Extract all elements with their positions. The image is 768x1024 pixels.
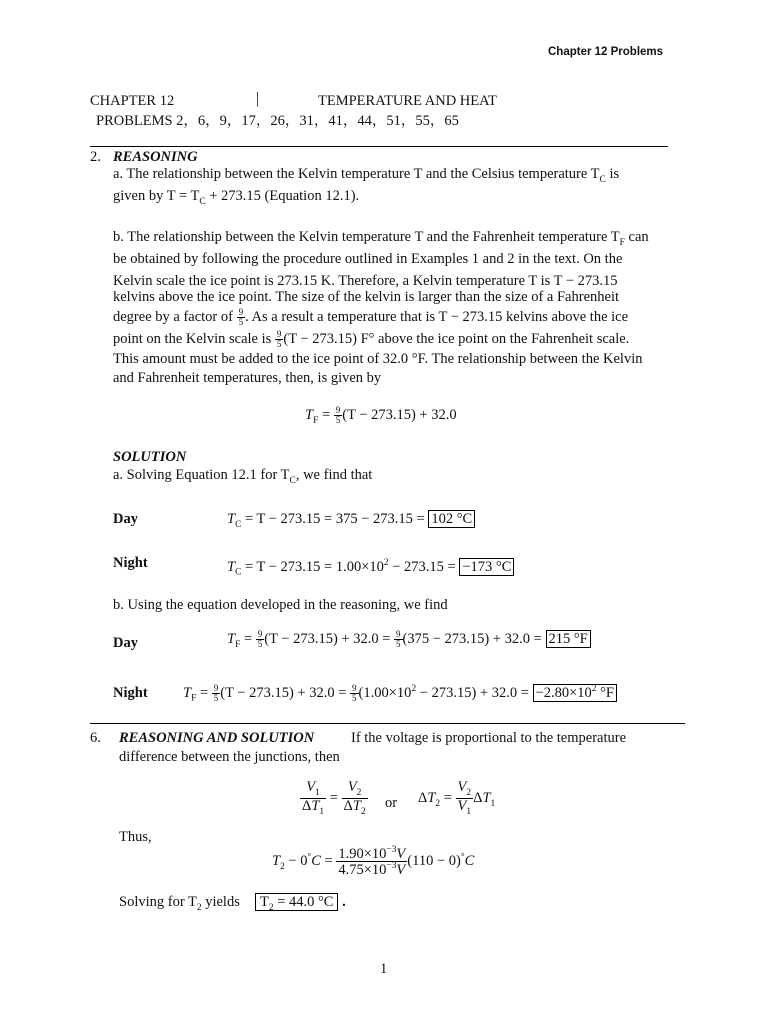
part-b-line3: Kelvin scale the ice point is 273.15 K. Therefore, a Kelvin temperature T is T − 273.15 [113,273,618,289]
part-b-line5: degree by a factor of $\frac{9}{5}$ . As a result a temperature that is T − 273.15 kelvins above the ice [113,307,629,328]
or-word: or [385,795,398,811]
ratio-equation: $\frac{V_1}{\Delta T_1}$ = $\frac{V_2}{\Delta T_2}$ [302,779,366,818]
part-b-line6: point on the Kelvin scale is $\frac{9}{5}$ (T − 273.15) F° above the ice point on the Fahrenheit scale. [113,329,630,350]
solution-heading: SOLUTION [113,449,187,465]
part-a-line1: a. The relationship between the Kelvin temperature T and the Celsius temperature $T_C$ is [113,166,620,185]
equation-tf: $T_F$ = $\frac{9}{5}$ (T − 273.15) + 32.0 [305,405,457,426]
solution-a-intro: a. Solving Equation 12.1 for $T_C$, we find that [113,467,373,486]
chapter-topic: TEMPERATURE AND HEAT [318,93,497,109]
solution-b-intro: b. Using the equation developed in the reasoning, we find [113,597,448,613]
problem-6-text2: difference between the junctions, then [119,749,340,765]
solving-text: Solving for $T_2$ yields [119,894,240,913]
day-label: Day [113,511,138,527]
thus-word: Thus, [119,829,152,845]
page-number: 1 [380,961,388,977]
fraction-9-5: $\frac{9}{5}$ [238,307,244,328]
part-a-line2: given by $T = T_C + 273.15$ (Equation 12.1). [113,188,360,207]
part-b-line8: and Fahrenheit temperatures, then, is given by [113,370,382,386]
part-b-line7: This amount must be added to the ice point of 32.0 °F. The relationship between the Kelvin [113,351,643,367]
night-fahrenheit-result: $-2.80\times 10^2$ °F [533,684,617,702]
problems-list: PROBLEMS 2，6，9，17，26，31，41，44，51，55，65 [96,113,459,129]
part-b-line4: kelvins above the ice point. The size of the kelvin is larger than the size of a Fahrenheit [113,289,619,305]
day-celsius-equation: $T_C = T - 273.15 = 375 - 273.15 = 102$ °C [227,508,475,536]
night-label-f: Night [113,685,148,701]
part-b-line1: b. The relationship between the Kelvin temperature T and the Fahrenheit temperature $T_F$ can [113,229,649,248]
t2-calculation: $T_2 - 0^\circ C$ = $\frac{1.90\times 10^{-3}V}{4.75\times 10^{-3}V}$ (110 − 0)°C [272,845,475,879]
running-header: Chapter 12 Problems [548,46,664,58]
day-label-f: Day [113,635,138,651]
problem-6-text1: If the voltage is proportional to the temperature [351,730,627,746]
night-celsius-result: −173 °C [459,558,514,576]
problem-6-number: 6. [90,730,101,746]
day-fahrenheit-equation: $T_F$ = $\frac{9}{5}$ (T − 273.15) + 32.0 = $\frac{9}{5}$ (375 − 273.15) + 32.0 = 215 °F [227,628,591,656]
part-b-line2: be obtained by following the procedure outlined in Examples 1 and 2 in the text. On the [113,251,623,267]
night-label: Night [113,555,148,571]
t2-result: $T_2 = 44.0$ °C . [255,891,346,919]
problem-6-heading: REASONING AND SOLUTION [119,730,315,746]
night-celsius-equation: $T_C = T - 273.15 = 1.00\times 10^2 - 273.15 = -173$ °C [227,552,514,584]
chapter-label: CHAPTER 12 [90,93,175,109]
title-separator: | [256,90,260,107]
day-celsius-result: 102 °C [428,510,475,528]
problem-2-number: 2. [90,149,101,165]
section-rule [90,723,685,724]
delta-t2-equation: $\Delta T_2$ = $\frac{V_2}{V_1}$ $\Delta T_1$ [418,779,496,818]
fraction-9-5: $\frac{9}{5}$ [276,329,282,350]
night-fahrenheit-equation: $T_F$ = $\frac{9}{5}$ (T − 273.15) + 32.0 = $\frac{9}{5}$ $(1.00\times 10^2 - 273.15) + 32.0 = -2.80\times 10^2$ °F [183,678,617,710]
day-fahrenheit-result: 215 °F [546,630,591,648]
reasoning-heading: REASONING [113,149,198,165]
